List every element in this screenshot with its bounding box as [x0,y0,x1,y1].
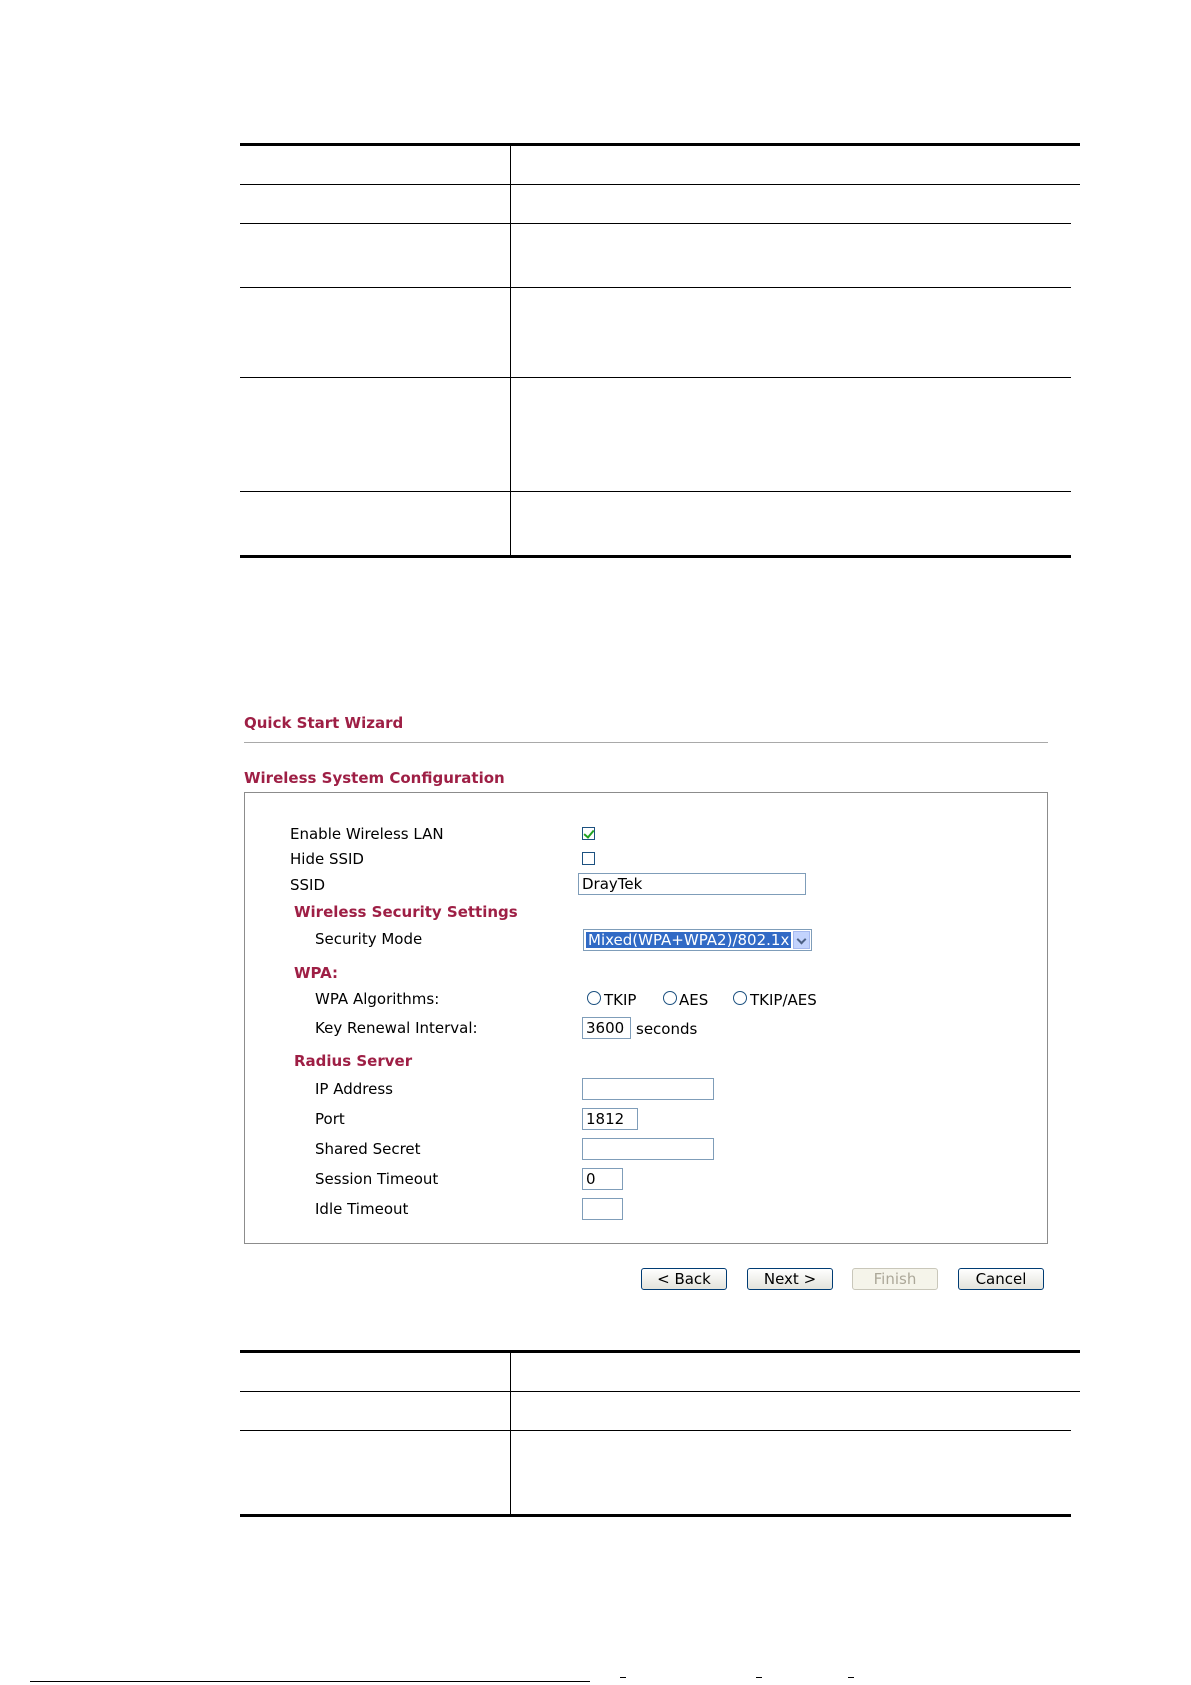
security-mode-label: Security Mode [315,930,423,948]
wpa-algorithms-label: WPA Algorithms: [315,990,440,1008]
back-button[interactable]: < Back [641,1268,727,1290]
key-renewal-label: Key Renewal Interval: [315,1019,478,1037]
next-button[interactable]: Next > [747,1268,833,1290]
radio-tkip-label: TKIP [604,991,637,1009]
hide-ssid-checkbox[interactable] [582,852,595,865]
section-title: Wireless System Configuration [244,769,505,787]
radio-aes-label: AES [679,991,709,1009]
session-timeout-label: Session Timeout [315,1170,439,1188]
idle-timeout-label: Idle Timeout [315,1200,409,1218]
enable-wlan-checkbox[interactable] [582,827,595,840]
chevron-down-icon[interactable] [793,931,810,949]
session-timeout-input[interactable]: 0 [582,1168,623,1190]
ip-address-label: IP Address [315,1080,393,1098]
wpa-heading: WPA: [294,964,339,982]
radio-tkip[interactable] [587,991,601,1005]
wireless-config-panel [244,792,1048,1244]
radius-heading: Radius Server [294,1052,413,1070]
ssid-label: SSID [290,876,326,894]
footer-mark [848,1677,854,1682]
check-icon [583,827,594,839]
port-input[interactable]: 1812 [582,1108,638,1130]
key-renewal-unit: seconds [636,1020,698,1038]
hide-ssid-label: Hide SSID [290,850,364,868]
security-mode-select[interactable] [583,929,812,951]
enable-wlan-label: Enable Wireless LAN [290,825,444,843]
radio-tkip-aes-label: TKIP/AES [750,991,817,1009]
security-mode-value: Mixed(WPA+WPA2)/802.1x [588,931,790,949]
wizard-title: Quick Start Wizard [244,714,404,732]
finish-button[interactable]: Finish [852,1268,938,1290]
security-heading: Wireless Security Settings [294,903,518,921]
key-renewal-input[interactable]: 3600 [582,1017,631,1039]
top-description-table [240,143,1080,558]
port-label: Port [315,1110,345,1128]
title-divider [244,742,1048,743]
footer-rule [30,1681,590,1682]
ssid-input[interactable]: DrayTek [578,873,806,895]
footer-mark [756,1677,762,1682]
radio-aes[interactable] [663,991,677,1005]
footer-mark [620,1677,626,1682]
shared-secret-label: Shared Secret [315,1140,421,1158]
bottom-description-table [240,1350,1080,1518]
ip-address-input[interactable] [582,1078,714,1100]
radio-tkip-aes[interactable] [733,991,747,1005]
cancel-button[interactable]: Cancel [958,1268,1044,1290]
idle-timeout-input[interactable] [582,1198,623,1220]
shared-secret-input[interactable] [582,1138,714,1160]
